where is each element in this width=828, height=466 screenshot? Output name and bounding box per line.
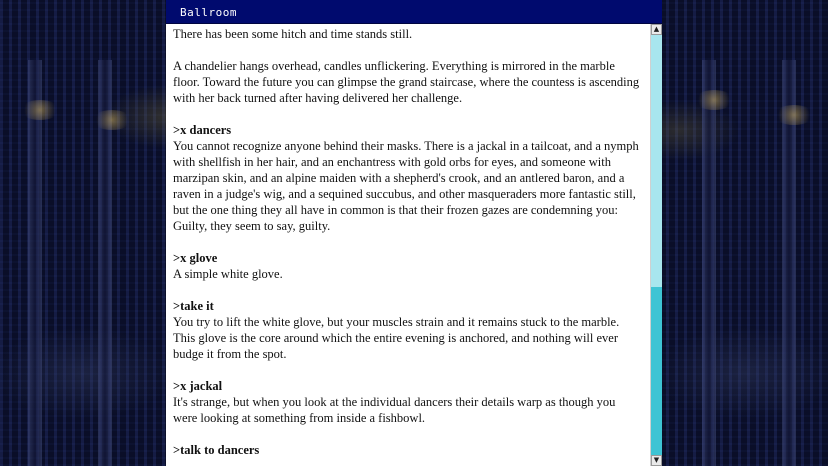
scroll-up-button[interactable]: ▲ — [651, 24, 662, 35]
story-text: There has been some hitch and time stands still. — [173, 27, 413, 41]
chandelier-glow — [694, 90, 734, 110]
pillar-decoration — [28, 60, 42, 466]
pillar-decoration — [702, 60, 716, 466]
ballroom-backdrop-left — [0, 0, 166, 466]
player-command: >take it — [173, 299, 214, 313]
story-text: It's strange, but when you look at the individual dancers their details warp as though you were looking at something from inside a fishbowl. — [173, 395, 616, 425]
room-title: Ballroom — [180, 6, 237, 19]
story-text: A chandelier hangs overhead, candles unflickering. Everything is mirrored in the marble floor. Toward the future you can glimpse the grand staircase, where the countess is ascending with her back turned after having delivered her challenge. — [173, 59, 640, 105]
game-window — [166, 0, 662, 466]
story-text: You try to lift the white glove, but your muscles strain and it remains stuck to the marble. This glove is the core around which the entire evening is anchored, and nothing will ever budge it from the spot. — [173, 315, 620, 361]
story-text: A simple white glove. — [173, 267, 283, 281]
ballroom-backdrop-right — [662, 0, 828, 466]
chandelier-glow — [774, 105, 814, 125]
player-command: >x jackal — [173, 379, 223, 393]
story-text: You cannot recognize anyone behind their masks. There is a jackal in a tailcoat, and a nymph with shellfish in her hair, and an enchantress with gold orbs for eyes, and someone with marzipan skin, and an alpine maiden with a shepherd's crook, and an antlered baron, and a raven in a judge's wig, and a sequined succubus, and other masqueraders more fantastic still, but the one thing they all have in common is that their frozen gazes are condemning you: Guilty, they seem to say, guilty. — [173, 139, 639, 233]
chandelier-glow — [92, 110, 132, 130]
transcript-pane[interactable] — [166, 24, 650, 466]
scroll-thumb[interactable] — [651, 287, 662, 455]
chandelier-glow — [20, 100, 60, 120]
player-command: >talk to dancers — [173, 443, 260, 457]
scrollbar[interactable] — [650, 24, 662, 466]
player-command: >x glove — [173, 251, 218, 265]
scroll-down-button[interactable]: ▼ — [651, 455, 662, 466]
player-command: >x dancers — [173, 123, 232, 137]
status-bar — [166, 0, 662, 24]
scroll-track[interactable] — [651, 35, 662, 455]
